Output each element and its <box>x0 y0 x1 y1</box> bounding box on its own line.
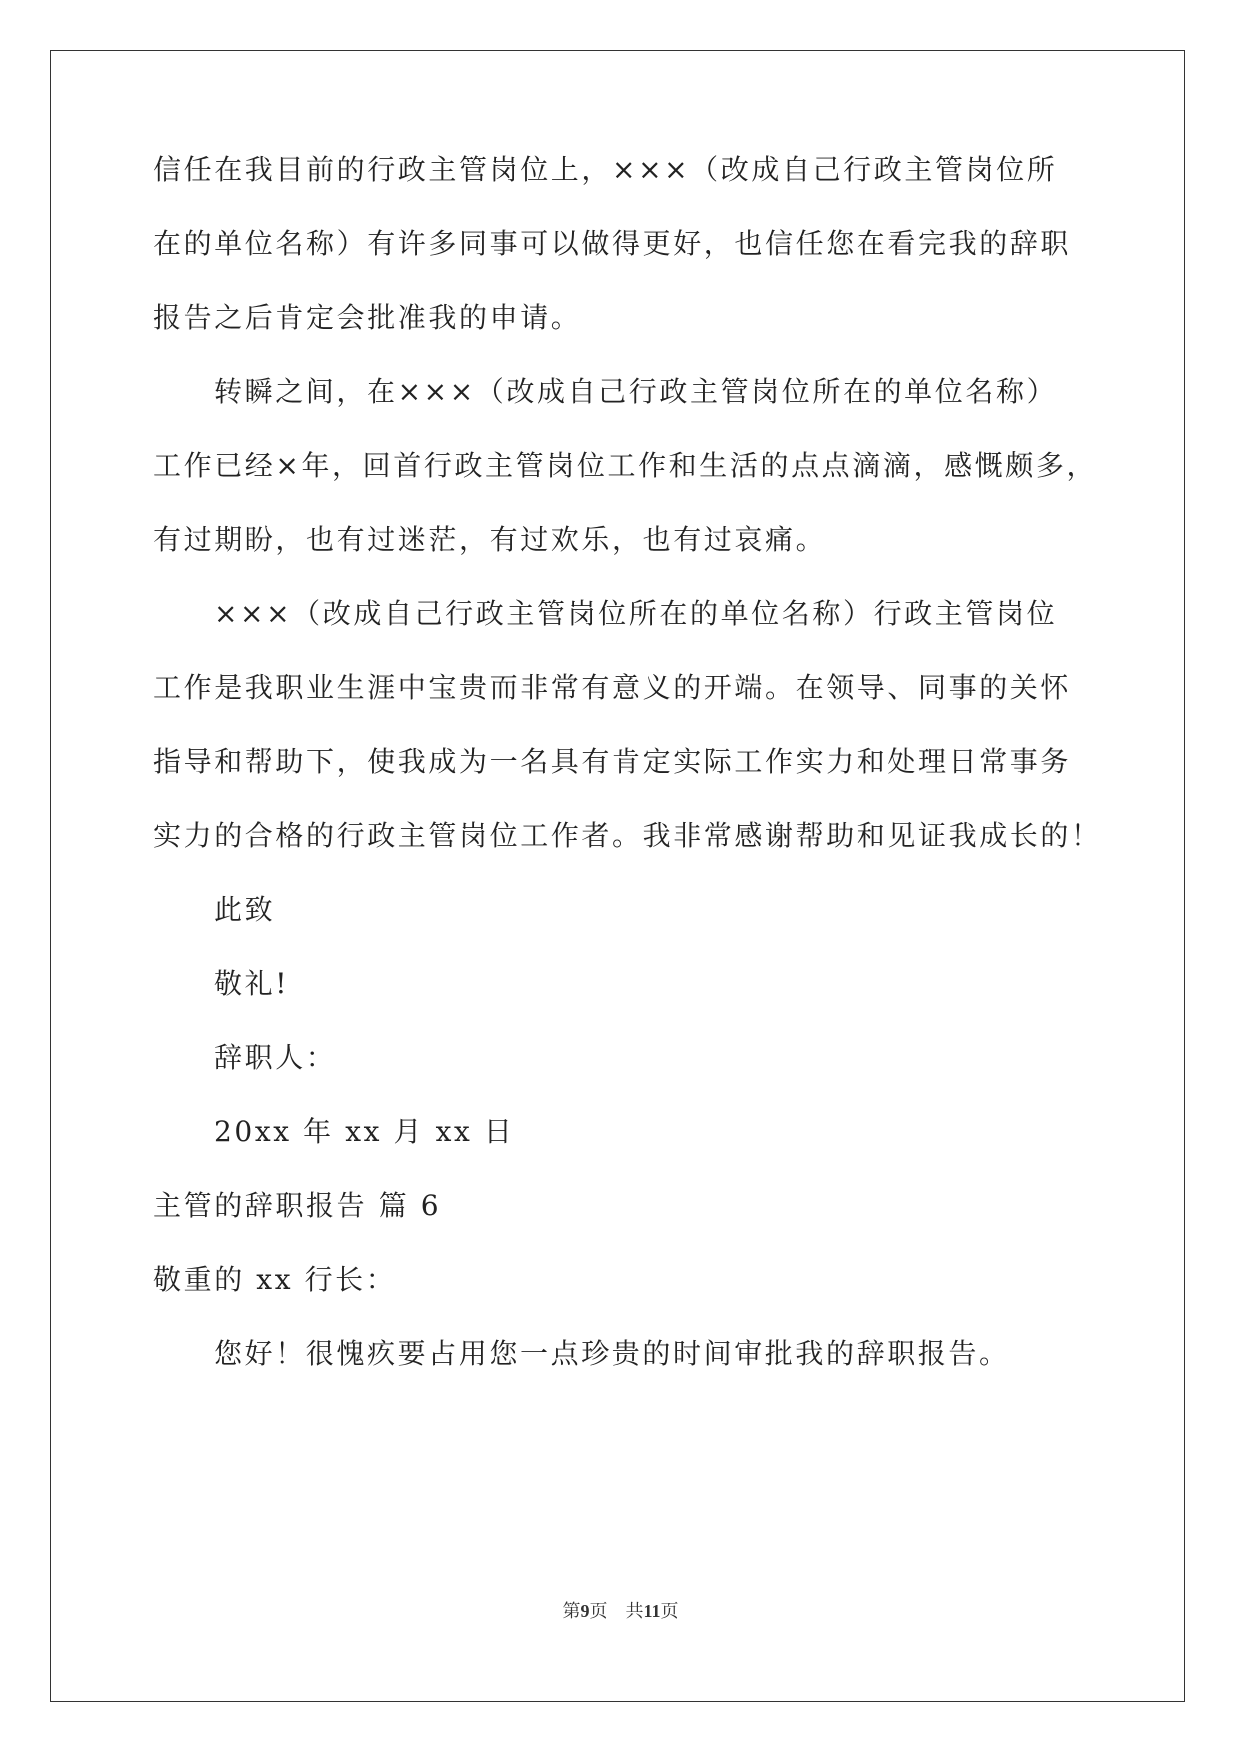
body-line-6: 有过期盼，也有过迷茫，有过欢乐，也有过哀痛。 <box>153 523 827 556</box>
body-line-8: 工作是我职业生涯中宝贵而非常有意义的开端。在领导、同事的关怀 <box>153 671 1072 704</box>
letter-opening-line: 您好！很愧疚要占用您一点珍贵的时间审批我的辞职报告。 <box>214 1337 1010 1370</box>
footer-total-pages: 11 <box>643 1601 661 1621</box>
body-line-9: 指导和帮助下，使我成为一名具有肯定实际工作实力和处理日常事务 <box>153 745 1072 778</box>
letter-greeting: 敬重的 xx 行长： <box>153 1263 397 1296</box>
body-line-10: 实力的合格的行政主管岗位工作者。我非常感谢帮助和见证我成长的！ <box>153 819 1102 852</box>
footer-suffix: 页 <box>660 1601 679 1621</box>
signature-label: 辞职人： <box>214 1041 337 1074</box>
closing-regards: 敬礼! <box>214 967 290 1000</box>
footer-prefix: 第 <box>562 1601 581 1621</box>
body-line-5: 工作已经×年，回首行政主管岗位工作和生活的点点滴滴，感慨颇多， <box>153 449 1098 482</box>
body-line-2: 在的单位名称）有许多同事可以做得更好，也信任您在看完我的辞职 <box>153 227 1072 260</box>
footer-middle: 页 共 <box>589 1601 644 1621</box>
section-heading: 主管的辞职报告 篇 6 <box>153 1189 442 1222</box>
body-line-7: ×××（改成自己行政主管岗位所在的单位名称）行政主管岗位 <box>214 597 1058 630</box>
page-footer <box>0 1597 1241 1623</box>
body-line-3: 报告之后肯定会批准我的申请。 <box>153 301 582 334</box>
footer-current-page: 9 <box>580 1601 590 1621</box>
body-line-1: 信任在我目前的行政主管岗位上，×××（改成自己行政主管岗位所 <box>153 153 1058 186</box>
body-line-4: 转瞬之间，在×××（改成自己行政主管岗位所在的单位名称） <box>214 375 1058 408</box>
closing-salutation: 此致 <box>214 893 276 926</box>
date-line: 20xx 年 xx 月 xx 日 <box>214 1115 515 1148</box>
